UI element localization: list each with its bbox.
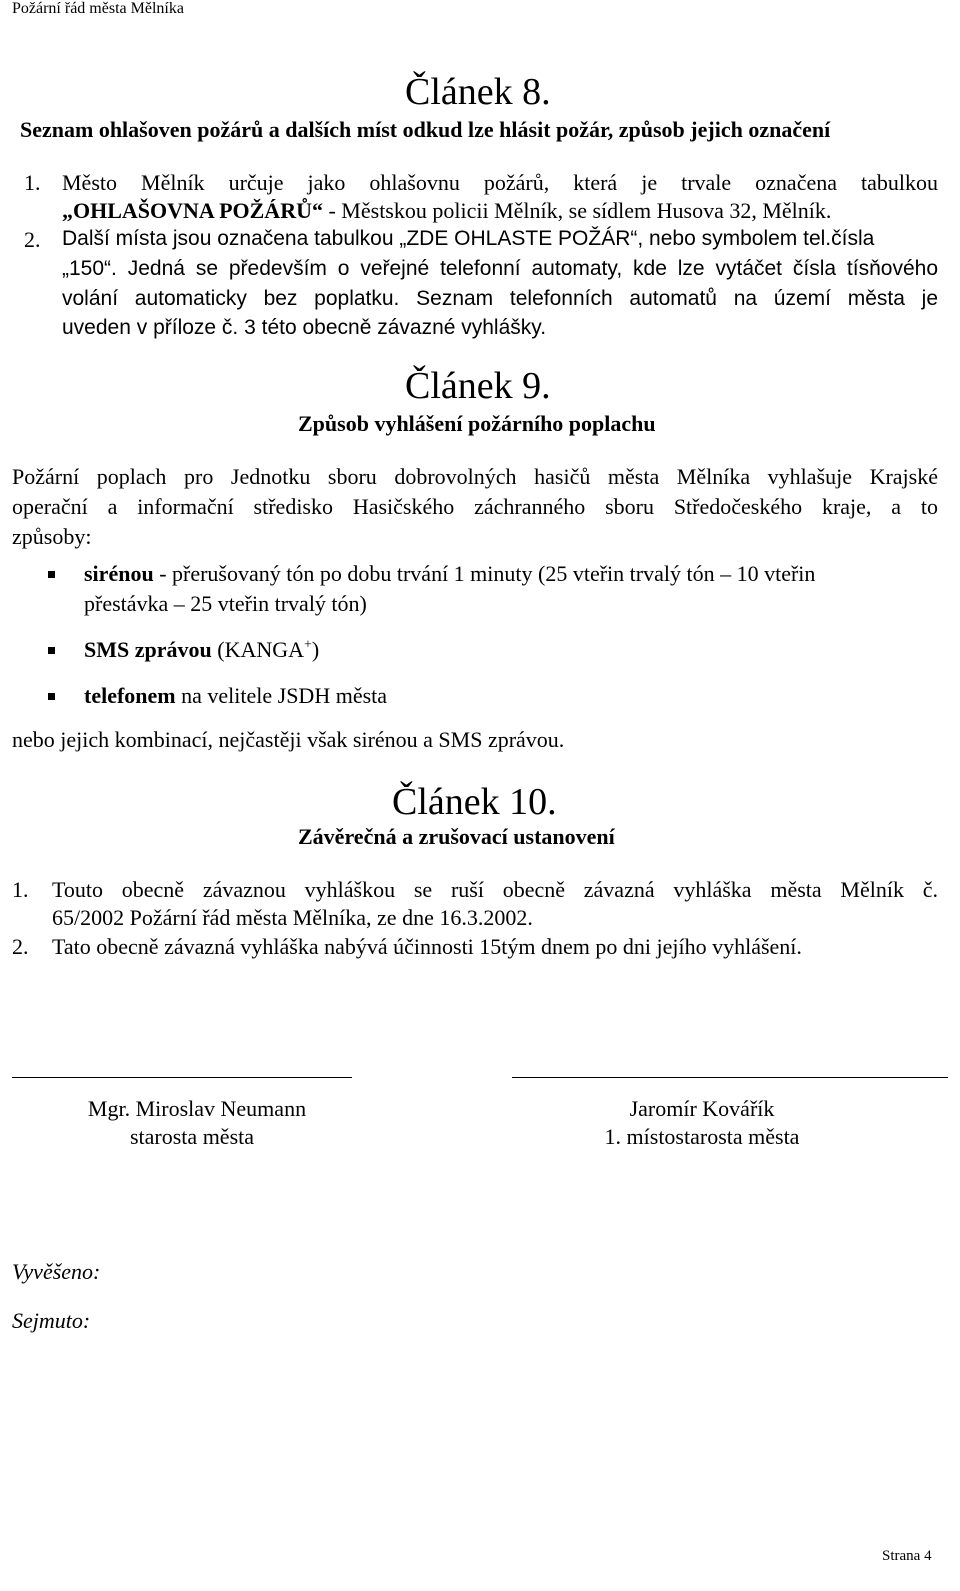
alarm-method-siren-line-2: přestávka – 25 vteřin trvalý tón) [84,591,367,616]
signatory-left-name: Mgr. Miroslav Neumann [87,1096,307,1121]
article-8-item-2-line-3: volání automaticky bez poplatku. Seznam telefonních automatů na území města je [62,287,938,310]
bullet-icon [48,571,55,578]
article-8-subtitle: Seznam ohlašoven požárů a dalších míst odkud lze hlásit požár, způsob jejich označení [20,117,831,142]
article-10-item-2-line-1: Tato obecně závazná vyhláška nabývá účinnosti 15tým dnem po dni jejího vyhlášení. [52,934,802,959]
article-9-subtitle: Způsob vyhlášení požárního poplachu [298,411,656,436]
sms-label: SMS zprávou [84,637,212,662]
ohlasovna-label: „OHLAŠOVNA POŽÁRŮ“ [62,198,323,223]
article-9-intro-line-2: operační a informační středisko Hasičského záchranného sboru Středočeského kraje, a to [12,494,938,519]
article-8-item-2-number: 2. [24,227,41,252]
signatory-right-role: 1. místostarosta města [604,1124,800,1149]
running-header: Požární řád města Mělníka [12,0,184,17]
bullet-icon [48,693,55,700]
alarm-method-siren [84,561,815,587]
article-8-item-2-line-4: uveden v příloze č. 3 této obecně závazné vyhlášky. [62,316,547,339]
article-9-closing: nebo jejich kombinací, nejčastěji však sirénou a SMS zprávou. [12,727,565,752]
article-9-intro-line-1: Požární poplach pro Jednotku sboru dobrovolných hasičů města Mělníka vyhlašuje Krajské [12,464,938,489]
article-10-heading: Článek 10. [392,781,557,823]
phone-label: telefonem [84,683,176,708]
siren-description: - přerušovaný tón po dobu trvání 1 minuty (25 vteřin trvalý tón – 10 vteřin [153,561,816,586]
signature-line-left [12,1077,352,1078]
article-8-item-1-line-2-rest: - Městskou policii Mělník, se sídlem Husova 32, Mělník. [322,198,832,223]
article-8-item-1-line-1: Město Mělník určuje jako ohlašovnu požárů, která je trvale označena tabulkou [62,170,938,195]
article-10-subtitle: Závěrečná a zrušovací ustanovení [298,824,615,849]
article-8-heading: Článek 8. [405,71,551,113]
page-number: Strana 4 [882,1548,932,1564]
article-10-item-2-number: 2. [12,934,29,959]
removed-label: Sejmuto: [12,1308,91,1333]
bullet-icon [48,647,55,654]
article-10-item-1-line-1: Touto obecně závaznou vyhláškou se ruší obecně závazná vyhláška města Mělník č. [52,877,938,902]
signatory-left-role: starosta města [129,1124,255,1149]
article-9-intro-line-3: způsoby: [12,524,92,549]
kanga-plus-superscript: + [304,637,312,653]
alarm-method-phone [84,683,387,709]
sms-description-end: ) [311,637,320,662]
article-8-item-2-line-1: Další místa jsou označena tabulkou „ZDE OHLASTE POŽÁR“, nebo symbolem tel.čísla [62,227,875,250]
phone-description: na velitele JSDH města [175,683,388,708]
article-10-item-1-line-2: 65/2002 Požární řád města Mělníka, ze dne 16.3.2002. [52,905,533,930]
alarm-method-sms [84,637,319,663]
siren-label: sirénou [84,561,154,586]
article-8-item-2-line-2: „150“. Jedná se především o veřejné telefonní automaty, kde lze vytáčet čísla tísňového [62,257,938,280]
signatory-right-name: Jaromír Kovářík [629,1096,775,1121]
signature-line-right [512,1077,948,1078]
sms-description: (KANGA [211,637,305,662]
article-9-heading: Článek 9. [405,365,551,407]
posted-label: Vyvěšeno: [12,1259,101,1284]
article-8-item-1-line-2 [62,198,831,224]
article-10-item-1-number: 1. [12,877,29,902]
article-8-item-1-number: 1. [24,170,41,195]
